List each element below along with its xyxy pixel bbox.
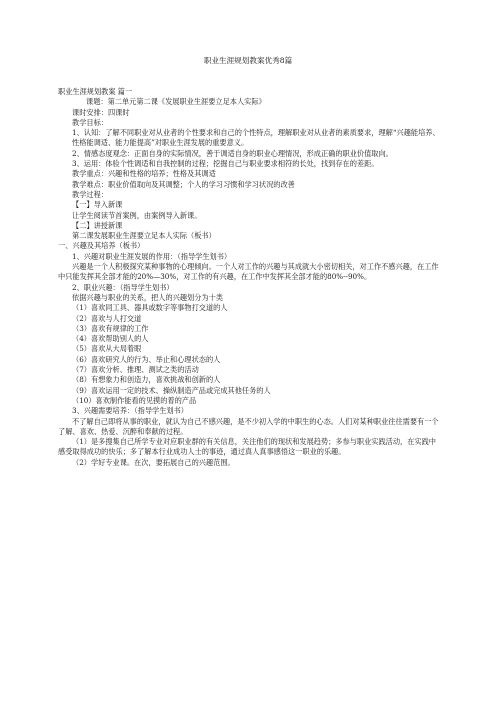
- paragraph-method-2: （2）学好专业课。在次，要拓展自己的兴趣范围。: [72, 457, 235, 467]
- objectives-label: 教学目标：: [72, 117, 108, 127]
- list-item: （1）喜欢同工具、器具或数字等事物打交道的人: [72, 303, 228, 313]
- document-title: 职业生涯规划教案优秀8篇: [203, 56, 293, 65]
- step-teach-heading: 【二】讲授新课: [72, 220, 123, 230]
- objective-1: 1、认知：了解不同职业对从业者的个性要求和自己的个性特点，理解职业对从业者的素质要求，理解“兴趣能培养、性格能调适、能力能提高”对职业生涯发展的重要意义。: [72, 128, 440, 148]
- difficult-point: 教学难点：职业价值取向及其调整；个人的学习习惯和学习状况的改善: [72, 179, 295, 189]
- step-intro-text: 让学生阅读节首案例，由案例导入新课。: [72, 210, 202, 220]
- paragraph-cultivate: 不了解自己即将从事的职业，就认为自己不感兴趣，是不少初入学的中职生的心态。人们对某种职业往往需要有一个了解、喜欢、热爱、沉醉和奉献的过程。: [58, 416, 439, 436]
- list-item: （6）喜欢研究人的行为、举止和心理状态的人: [72, 354, 221, 364]
- list-item: （10）喜欢制作能看的见摸的着的产品: [72, 395, 197, 405]
- key-point: 教学重点：兴趣和性格的培养；性格及其调适: [72, 169, 216, 179]
- step-intro-heading: 【一】导入新课: [72, 200, 123, 210]
- section-heading: 职业生涯规划教案 篇一: [58, 87, 133, 96]
- paragraph-method-1: （1）是多搜集自己所学专业对应职业群的有关信息，关注他们的现状和发展趋势；多参与职业实践活动，在实践中感受取得成功的快乐；多了解本行业成功人士的事迹，通过真人真事感悟这一职业的乐趣。: [58, 437, 436, 457]
- point-3-title: 3、兴趣需要培养：（指导学生划书）: [72, 406, 188, 416]
- paragraph-interest: 兴趣是一个人积极探究某种事物的心理倾向。一个人对工作的兴趣与其成就大小密切相关，对工作不感兴趣，在工作中只能发挥其全部才能的20%—30%，对工作的有兴趣，在工作中发挥其全部才能的80%--90%。: [58, 262, 439, 282]
- interest-types-intro: 依据兴趣与职业的关系，把人的兴趣划分为十类: [72, 292, 223, 302]
- list-item: （5）喜欢从大局着眼: [72, 344, 142, 354]
- lesson-board-title: 第二课发展职业生涯要立足本人实际（板书）: [72, 231, 216, 241]
- process-label: 教学过程：: [72, 189, 108, 199]
- list-item: （9）喜欢运用一定的技术、操纵制造产品或完成其他任务的人: [72, 385, 271, 395]
- list-item: （7）喜欢分析、推理、测试之类的活动: [72, 365, 199, 375]
- list-item: （8）有想象力和创造力，喜欢挑战和创新的人: [72, 375, 221, 385]
- point-2-title: 2、职业兴趣：（指导学生划书）: [72, 282, 174, 292]
- lesson-hours: 课时安排：四课时: [72, 107, 130, 117]
- list-item: （2）喜欢与人打交道: [72, 313, 142, 323]
- list-item: （3）喜欢有规律的工作: [72, 323, 149, 333]
- objective-2: 2、情感态度观念：正面自身的实际情况，善于调适自身的职业心理情况，形成正确的职业价值取向。: [72, 148, 393, 158]
- subsection-interest: 一、兴趣及其培养（板书）: [58, 241, 145, 251]
- lesson-topic: 课题：第二单元第二课《发展职业生涯要立足本人实际》: [86, 97, 266, 107]
- point-1-title: 1、兴趣对职业生涯发展的作用：（指导学生划书）: [72, 251, 232, 261]
- objective-3: 3、运用：体验个性调适和自我控制的过程；挖掘自己与职业要求相符的长处，找到存在的差距。: [72, 159, 379, 169]
- list-item: （4）喜欢帮助别人的人: [72, 334, 149, 344]
- document-body: [58, 87, 440, 468]
